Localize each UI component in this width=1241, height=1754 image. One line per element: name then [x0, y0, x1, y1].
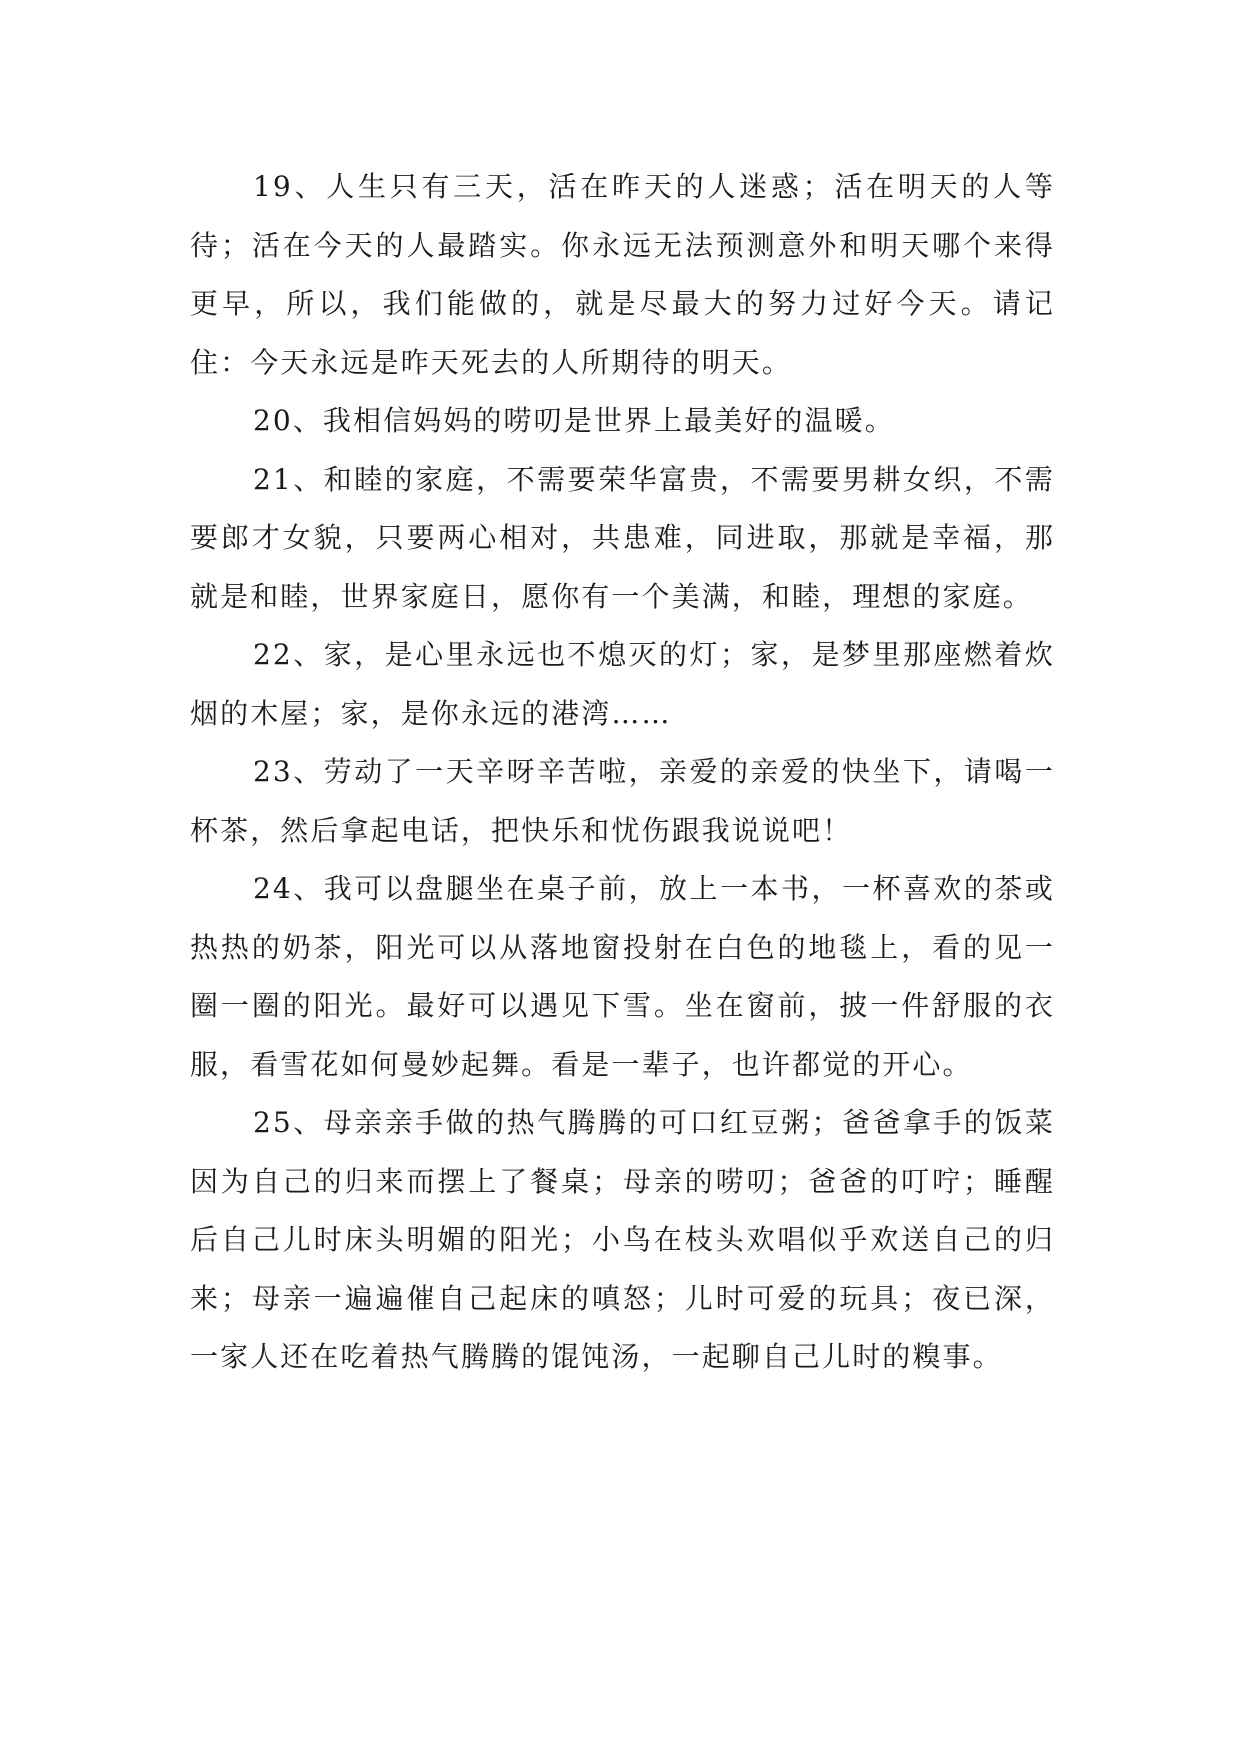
paragraph-24: 24、我可以盘腿坐在桌子前，放上一本书，一杯喜欢的茶或热热的奶茶，阳光可以从落地窗投射在白色的地毯上，看的见一圈一圈的阳光。最好可以遇见下雪。坐在窗前，披一件舒服的衣服，看雪花如何曼妙起舞。看是一辈子，也许都觉的开心。 — [190, 872, 1055, 1081]
paragraph-19: 19、人生只有三天，活在昨天的人迷惑；活在明天的人等待；活在今天的人最踏实。你永远无法预测意外和明天哪个来得更早，所以，我们能做的，就是尽最大的努力过好今天。请记住：今天永远是昨天死去的人所期待的明天。 — [190, 170, 1055, 379]
document-body — [190, 158, 1055, 1387]
paragraph-25: 25、母亲亲手做的热气腾腾的可口红豆粥；爸爸拿手的饭菜因为自己的归来而摆上了餐桌；母亲的唠叨；爸爸的叮咛；睡醒后自己儿时床头明媚的阳光；小鸟在枝头欢唱似乎欢送自己的归来；母亲一遍遍催自己起床的嗔怒；儿时可爱的玩具；夜已深，一家人还在吃着热气腾腾的馄饨汤，一起聊自己儿时的糗事。 — [190, 1106, 1055, 1373]
paragraph-20: 20、我相信妈妈的唠叨是世界上最美好的温暖。 — [253, 404, 895, 437]
paragraph-22: 22、家，是心里永远也不熄灭的灯；家，是梦里那座燃着炊烟的木屋；家，是你永远的港湾…… — [190, 638, 1055, 730]
paragraph-23: 23、劳动了一天辛呀辛苦啦，亲爱的亲爱的快坐下，请喝一杯茶，然后拿起电话，把快乐和忧伤跟我说说吧！ — [190, 755, 1055, 847]
paragraph-21: 21、和睦的家庭，不需要荣华富贵，不需要男耕女织，不需要郎才女貌，只要两心相对，共患难，同进取，那就是幸福，那就是和睦，世界家庭日，愿你有一个美满，和睦，理想的家庭。 — [190, 462, 1055, 613]
